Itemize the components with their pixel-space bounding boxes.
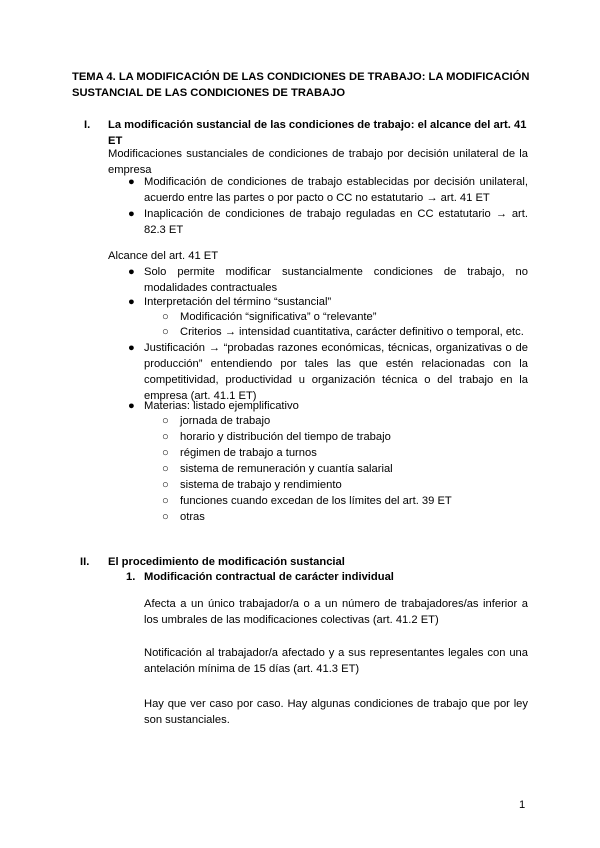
bullet-marker: ●	[128, 296, 135, 308]
bullet-marker: ●	[128, 342, 135, 354]
alcance-bullet-2: Interpretación del término “sustancial”	[144, 296, 332, 308]
materia-item-6: funciones cuando excedan de los límites del art. 39 ET	[180, 495, 452, 507]
materia-item-4: sistema de remuneración y cuantía salarial	[180, 463, 393, 475]
bullet-marker: ●	[128, 266, 135, 278]
paragraph-1: Afecta a un único trabajador/a o a un número de trabajadores/as inferior a los umbrales de las modificaciones colectivas (art. 41.2 ET)	[144, 598, 528, 626]
section-1-heading: La modificación sustancial de las condiciones de trabajo: el alcance del art. 41 ET	[108, 119, 527, 147]
bullet-marker: ●	[128, 400, 135, 412]
materia-item-7: otras	[180, 511, 205, 523]
bullet-marker: ●	[128, 176, 135, 188]
alcance-bullet-3: Justificación → “probadas razones económicas, técnicas, organizativas o de producción” entendiendo por tales las que estén relacionadas con la competitividad, productividad u organización técnica o del trabajo en la empresa (art. 41.1 ET)	[144, 342, 528, 402]
sub-bullet-marker: ○	[162, 495, 169, 507]
materia-item-5: sistema de trabajo y rendimiento	[180, 479, 342, 491]
document-title: TEMA 4. LA MODIFICACIÓN DE LAS CONDICIONES DE TRABAJO: LA MODIFICACIÓN SUSTANCIAL DE LAS CONDICIONES DE TRABAJO	[72, 71, 530, 99]
alcance-label: Alcance del art. 41 ET	[108, 250, 219, 262]
subsection-number: 1.	[126, 571, 136, 583]
page-number: 1	[519, 799, 526, 811]
materia-item-2: horario y distribución del tiempo de trabajo	[180, 431, 391, 443]
sub-bullet-marker: ○	[162, 447, 169, 459]
sub-bullet-marker: ○	[162, 415, 169, 427]
sustancial-sub-1: Modificación “significativa” o “relevante”	[180, 311, 377, 323]
intro-bullet-2: Inaplicación de condiciones de trabajo reguladas en CC estatutario → art. 82.3 ET	[144, 208, 528, 236]
sub-bullet-marker: ○	[162, 326, 169, 338]
alcance-bullet-1: Solo permite modificar sustancialmente condiciones de trabajo, no modalidades contractuales	[144, 266, 528, 294]
paragraph-2: Notificación al trabajador/a afectado y a sus representantes legales con una antelación mínima de 15 días (art. 41.3 ET)	[144, 647, 528, 675]
paragraph-3: Hay que ver caso por caso. Hay algunas condiciones de trabajo que por ley son sustanciales.	[144, 698, 528, 726]
sustancial-sub-2: Criterios → intensidad cuantitativa, carácter definitivo o temporal, etc.	[180, 326, 524, 338]
sub-bullet-marker: ○	[162, 479, 169, 491]
materia-item-1: jornada de trabajo	[180, 415, 271, 427]
materia-item-3: régimen de trabajo a turnos	[180, 447, 317, 459]
section-2-number: II.	[80, 556, 90, 568]
section-1-number: I.	[84, 119, 91, 131]
bullet-marker: ●	[128, 208, 135, 220]
subsection-heading: Modificación contractual de carácter individual	[144, 571, 394, 583]
intro-bullet-1: Modificación de condiciones de trabajo establecidas por decisión unilateral, acuerdo entre las partes o por pacto o CC no estatutario → art. 41 ET	[144, 176, 528, 204]
sub-bullet-marker: ○	[162, 431, 169, 443]
alcance-bullet-4: Materias: listado ejemplificativo	[144, 400, 299, 412]
sub-bullet-marker: ○	[162, 511, 169, 523]
section-1-intro: Modificaciones sustanciales de condiciones de trabajo por decisión unilateral de la empresa	[108, 148, 528, 176]
sub-bullet-marker: ○	[162, 463, 169, 475]
section-2-heading: El procedimiento de modificación sustancial	[108, 556, 345, 568]
sub-bullet-marker: ○	[162, 311, 169, 323]
